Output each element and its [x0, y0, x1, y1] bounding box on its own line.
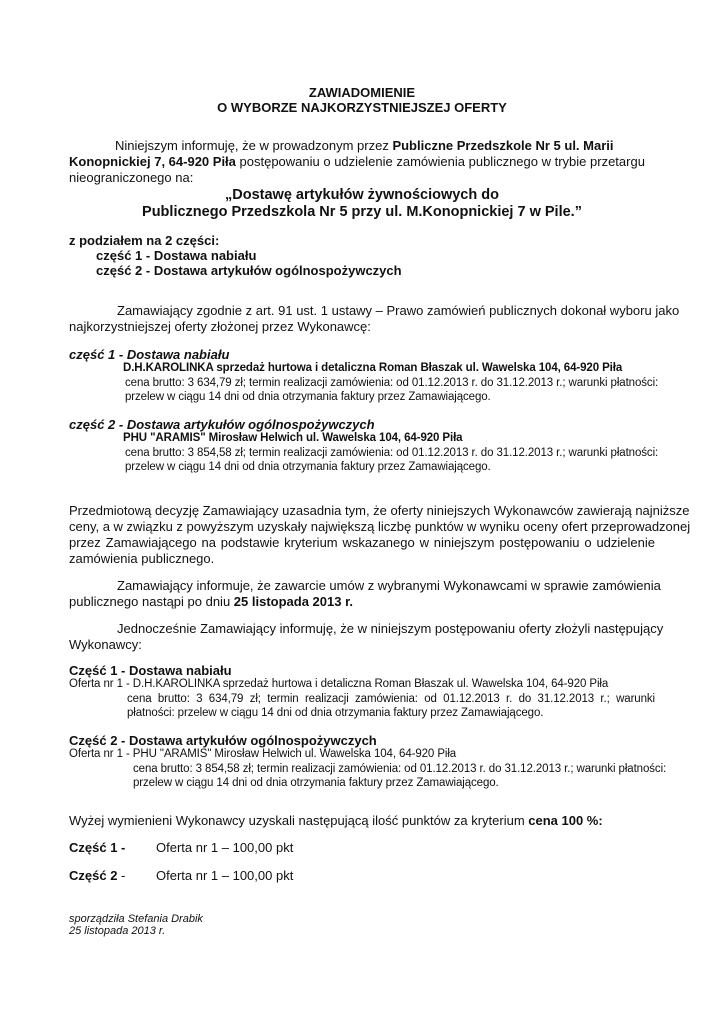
points-row-part: Część 2: [69, 868, 118, 883]
justification-line3: przez Zamawiającego na podstawie kryterium wskazanego w niniejszym postępowaniu o udzielenie: [69, 535, 655, 550]
intro-institution: Publiczne Przedszkole Nr 5 ul. Marii: [392, 138, 614, 153]
offers-info-line2: Wykonawcy:: [69, 637, 142, 652]
choice1-details-line1: cena brutto: 3 634,79 zł; termin realizacji zamówienia: od 01.12.2013 r. do 31.12.2013 r.; warunki płatności:: [125, 377, 659, 389]
points-intro: [69, 813, 603, 829]
intro-line2: [69, 154, 645, 170]
choice1-heading: część 1 - Dostawa nabiału: [69, 347, 230, 362]
intro-text-2: postępowaniu o udzielenie zamówienia publicznego w trybie przetargu: [235, 154, 645, 169]
document-title-line1: ZAWIADOMIENIE: [308, 85, 416, 100]
points-row-1-result: Oferta nr 1 – 100,00 pkt: [156, 840, 294, 855]
choice2-details-line1: cena brutto: 3 854,58 zł; termin realizacji zamówienia: od 01.12.2013 r. do 31.12.2013 r.; warunki płatności:: [125, 447, 659, 459]
justification-line2: ceny, a w związku z powyższym uzyskały największą liczbę punktów w wyniku oceny ofert przeprowadzonej: [69, 519, 691, 534]
offers1-details-line2: płatności: przelew w ciągu 14 dni od dnia otrzymania faktury przez Zamawiającego.: [127, 707, 544, 719]
parts-item-2: część 2 - Dostawa artykułów ogólnospożywczych: [96, 263, 402, 278]
points-row-sep: -: [117, 868, 126, 883]
decision-line2: najkorzystniejszej oferty złożonej przez Wykonawcę:: [69, 319, 371, 334]
offers1-details-line1: cena brutto: 3 634,79 zł; termin realizacji zamówienia: od 01.12.2013 r. do 31.12.2013 r.; warunki: [127, 693, 655, 705]
parts-item-1: część 1 - Dostawa nabiału: [96, 248, 257, 263]
contracts-line2: [69, 594, 353, 610]
points-row-2: [69, 868, 125, 884]
points-row-part: Część 1: [69, 840, 118, 855]
offers2-heading: Część 2 - Dostawa artykułów ogólnospożywczych: [69, 733, 377, 748]
points-criterion: cena 100 %:: [528, 813, 603, 828]
decision-line1: Zamawiający zgodnie z art. 91 ust. 1 ustawy – Prawo zamówień publicznych dokonał wyboru jako: [117, 303, 680, 318]
choice1-details-line2: przelew w ciągu 14 dni od dnia otrzymania faktury przez Zamawiającego.: [125, 391, 491, 403]
choice1-vendor: D.H.KAROLINKA sprzedaż hurtowa i detaliczna Roman Błaszak ul. Wawelska 104, 64-920 Piła: [123, 362, 623, 374]
points-row-sep: -: [117, 840, 126, 855]
subject-line1: „Dostawę artykułów żywnościowych do: [225, 187, 499, 203]
choice2-heading: część 2 - Dostawa artykułów ogólnospożywczych: [69, 417, 375, 432]
subject-line2: Publicznego Przedszkola Nr 5 przy ul. M.Konopnickiej 7 w Pile.”: [142, 204, 582, 220]
choice2-details-line2: przelew w ciągu 14 dni od dnia otrzymania faktury przez Zamawiającego.: [125, 461, 491, 473]
offers2-offer: Oferta nr 1 - PHU "ARAMIS" Mirosław Helwich ul. Wawelska 104, 64-920 Piła: [69, 748, 457, 760]
prepared-by: sporządziła Stefania Drabik: [69, 913, 203, 925]
contracts-text: publicznego nastąpi po dniu: [69, 594, 234, 609]
contracts-date: 25 listopada 2013 r.: [233, 594, 354, 609]
points-intro-text: Wyżej wymienieni Wykonawcy uzyskali następującą ilość punktów za kryterium: [69, 813, 529, 828]
offers1-offer: Oferta nr 1 - D.H.KAROLINKA sprzedaż hurtowa i detaliczna Roman Błaszak ul. Wawelska 104, 64-920 Piła: [69, 678, 609, 690]
prepared-date: 25 listopada 2013 r.: [69, 925, 166, 937]
offers-info-line1: Jednocześnie Zamawiający informuję, że w niniejszym postępowaniu oferty złożyli następujący: [117, 621, 664, 636]
points-row-2-result: Oferta nr 1 – 100,00 pkt: [156, 868, 294, 883]
contracts-line1: Zamawiający informuje, że zawarcie umów z wybranymi Wykonawcami w sprawie zamówienia: [117, 578, 661, 593]
offers2-details-line1: cena brutto: 3 854,58 zł; termin realizacji zamówienia: od 01.12.2013 r. do 31.12.2013 r.; warunki płatności:: [133, 763, 667, 775]
intro-text: Niniejszym informuję, że w prowadzonym przez: [115, 138, 393, 153]
offers2-details-line2: przelew w ciągu 14 dni od dnia otrzymania faktury przez Zamawiającego.: [133, 777, 499, 789]
intro-line1: [115, 138, 614, 154]
justification-line4: zamówienia publicznego.: [69, 551, 215, 566]
document-title-line2: O WYBORZE NAJKORZYSTNIEJSZEJ OFERTY: [217, 100, 507, 115]
justification-line1: Przedmiotową decyzję Zamawiający uzasadnia tym, że oferty niniejszych Wykonawców zawierają najniższe: [69, 503, 690, 518]
intro-line3: nieograniczonego na:: [69, 170, 194, 185]
parts-heading: z podziałem na 2 części:: [69, 233, 220, 248]
offers1-heading: Część 1 - Dostawa nabiału: [69, 663, 232, 678]
choice2-vendor: PHU "ARAMIS" Mirosław Helwich ul. Wawelska 104, 64-920 Piła: [123, 432, 463, 444]
points-row-1: [69, 840, 125, 856]
intro-address: Konopnickiej 7, 64-920 Piła: [69, 154, 236, 169]
